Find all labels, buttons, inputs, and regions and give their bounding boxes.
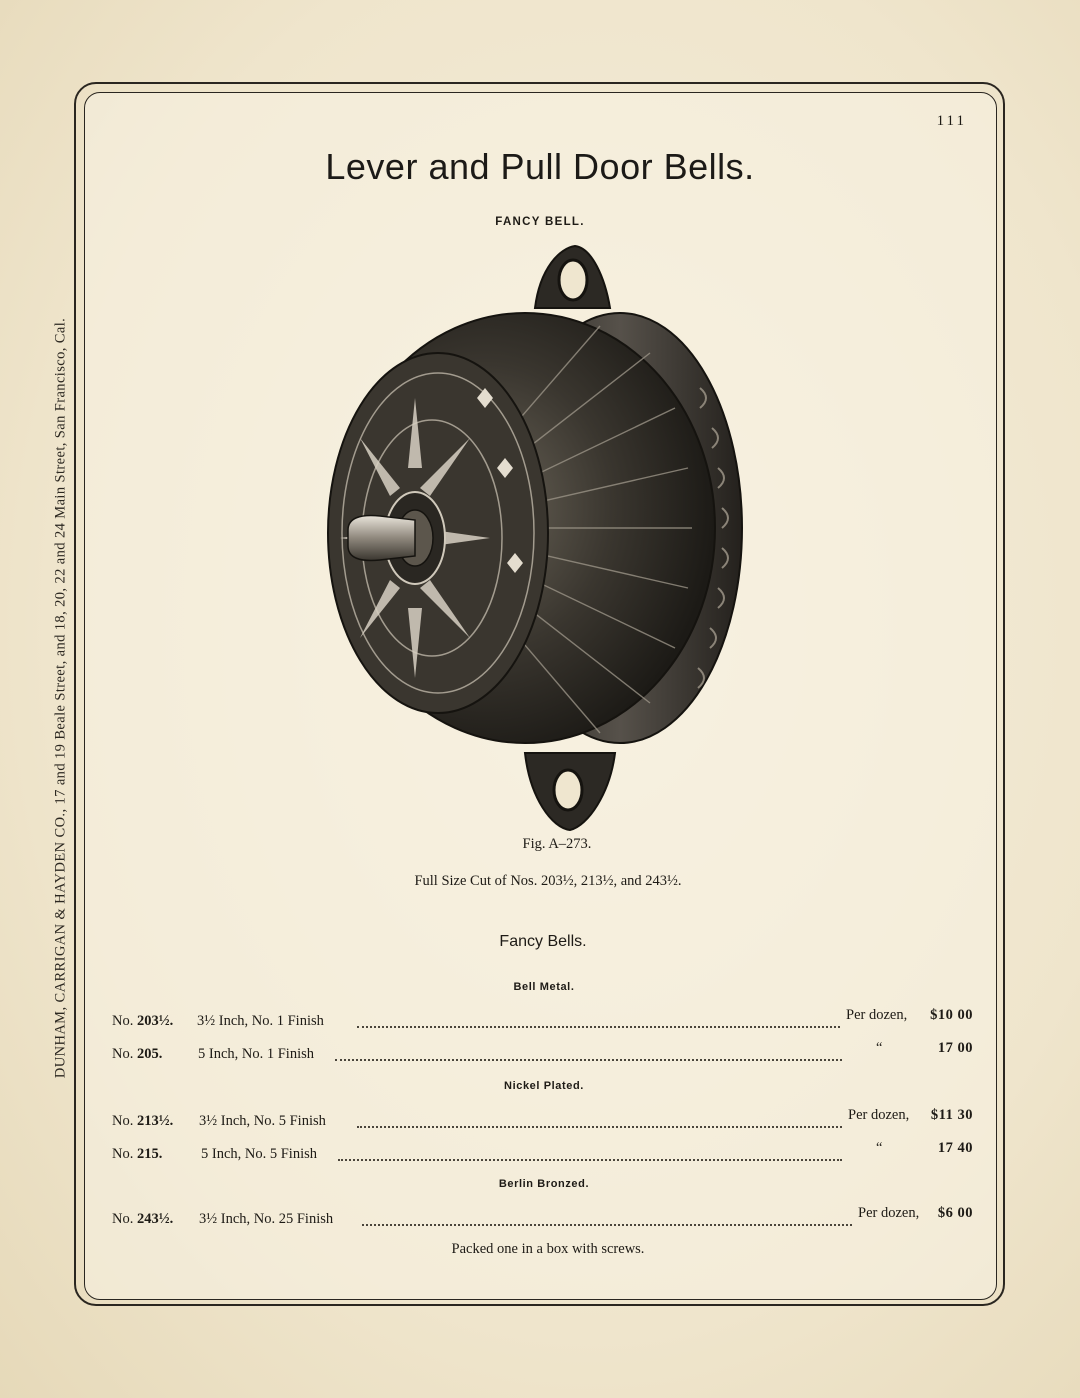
dot-leader bbox=[357, 1126, 842, 1128]
price-amount: 17 40 bbox=[937, 1140, 973, 1156]
item-number: No. 213½. bbox=[112, 1113, 174, 1129]
page-title: Lever and Pull Door Bells. bbox=[325, 146, 755, 187]
page-number: 111 bbox=[936, 113, 967, 129]
item-number: No. 215. bbox=[112, 1146, 163, 1162]
item-description: 5 Inch, No. 1 Finish bbox=[198, 1046, 314, 1062]
item-number: No. 243½. bbox=[112, 1211, 174, 1227]
item-description: 3½ Inch, No. 1 Finish bbox=[197, 1013, 324, 1029]
figure-label: Fig. A–273. bbox=[522, 836, 592, 852]
figure-caption: Full Size Cut of Nos. 203½, 213½, and 243½. bbox=[414, 873, 682, 889]
item-description: 3½ Inch, No. 25 Finish bbox=[199, 1211, 334, 1227]
group-heading: Nickel Plated. bbox=[504, 1080, 584, 1092]
price-unit: “ bbox=[876, 1040, 883, 1056]
price-amount: $10 00 bbox=[930, 1007, 973, 1023]
price-row bbox=[112, 1205, 973, 1233]
price-amount: $6 00 bbox=[937, 1205, 973, 1221]
price-amount: 17 00 bbox=[937, 1040, 973, 1056]
price-row bbox=[112, 1140, 973, 1168]
dot-leader bbox=[357, 1026, 840, 1028]
sidebar-imprint: DUNHAM, CARRIGAN & HAYDEN CO., 17 and 19 Beale Street, and 18, 20, 22 and 24 Main Street, San Francisco, Cal. bbox=[52, 317, 69, 1079]
price-row bbox=[112, 1040, 973, 1068]
dot-leader bbox=[338, 1159, 842, 1161]
item-number: No. 205. bbox=[112, 1046, 163, 1062]
door-bell-icon bbox=[320, 238, 760, 838]
item-description: 5 Inch, No. 5 Finish bbox=[201, 1146, 317, 1162]
dot-leader bbox=[362, 1224, 852, 1226]
price-row bbox=[112, 1007, 973, 1035]
price-unit: “ bbox=[876, 1140, 883, 1156]
price-row bbox=[112, 1107, 973, 1135]
price-unit: Per dozen, bbox=[846, 1007, 908, 1023]
price-unit: Per dozen, bbox=[858, 1205, 920, 1221]
subtitle: FANCY BELL. bbox=[495, 216, 585, 228]
packing-note: Packed one in a box with screws. bbox=[451, 1241, 645, 1257]
price-unit: Per dozen, bbox=[848, 1107, 910, 1123]
price-amount: $11 30 bbox=[930, 1107, 973, 1123]
group-heading: Bell Metal. bbox=[513, 981, 575, 993]
dot-leader bbox=[335, 1059, 842, 1061]
item-number: No. 203½. bbox=[112, 1013, 174, 1029]
section-heading: Fancy Bells. bbox=[499, 933, 587, 950]
item-description: 3½ Inch, No. 5 Finish bbox=[199, 1113, 326, 1129]
group-heading: Berlin Bronzed. bbox=[498, 1178, 590, 1190]
